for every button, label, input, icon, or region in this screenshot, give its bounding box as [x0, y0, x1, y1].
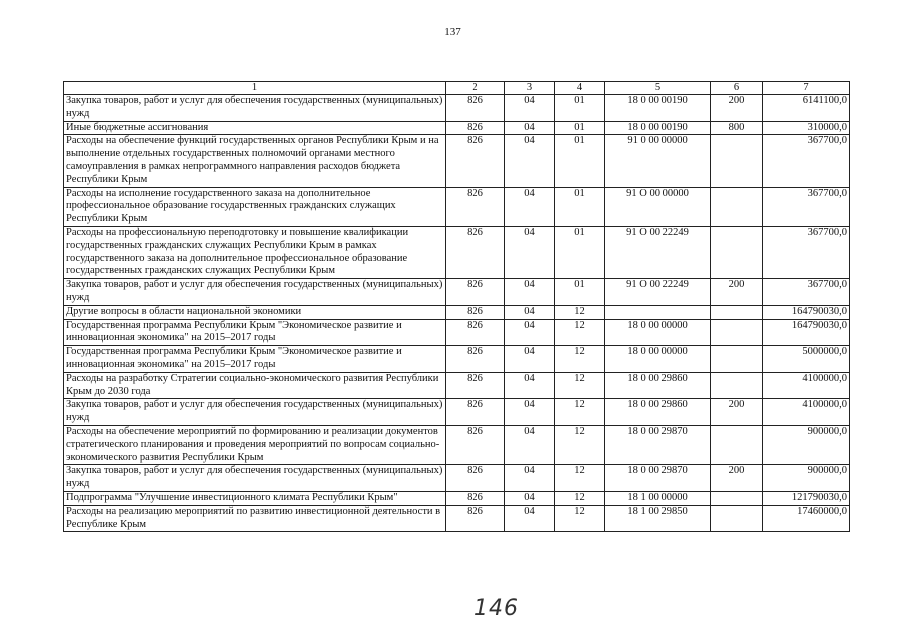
cell-c4: 12	[555, 505, 605, 532]
cell-c3: 04	[505, 346, 555, 373]
column-header-1: 1	[64, 82, 446, 95]
cell-c5: 18 0 00 29870	[605, 465, 711, 492]
table-row	[64, 491, 850, 505]
cell-c5: 91 О 00 22249	[605, 226, 711, 278]
cell-c2: 826	[446, 187, 505, 226]
page-number: 137	[444, 26, 461, 38]
cell-c2: 826	[446, 346, 505, 373]
cell-c2: 826	[446, 505, 505, 532]
cell-c2: 826	[446, 319, 505, 346]
cell-c4: 01	[555, 279, 605, 306]
cell-c6: 200	[711, 399, 763, 426]
cell-c7: 4100000,0	[763, 372, 850, 399]
table-row	[64, 305, 850, 319]
cell-c5: 18 0 00 00000	[605, 319, 711, 346]
cell-c5: 91 0 00 00000	[605, 135, 711, 187]
cell-c7: 17460000,0	[763, 505, 850, 532]
table-row	[64, 95, 850, 122]
cell-c2: 826	[446, 95, 505, 122]
cell-c6	[711, 505, 763, 532]
cell-c7: 900000,0	[763, 465, 850, 492]
row-description: Закупка товаров, работ и услуг для обеспечения государственных (муниципальных) нужд	[64, 95, 446, 122]
row-description: Государственная программа Республики Крым "Экономическое развитие и инновационная экономика" на 2015–2017 годы	[64, 319, 446, 346]
cell-c6	[711, 346, 763, 373]
cell-c7: 367700,0	[763, 135, 850, 187]
cell-c2: 826	[446, 372, 505, 399]
row-description: Расходы на обеспечение функций государственных органов Республики Крым и на выполнение отдельных государственных полномочий органами местного самоуправления в рамках непрограммного направления расходов бюджета Республики Крым	[64, 135, 446, 187]
row-description: Закупка товаров, работ и услуг для обеспечения государственных (муниципальных) нужд	[64, 279, 446, 306]
cell-c7: 5000000,0	[763, 346, 850, 373]
cell-c7: 164790030,0	[763, 305, 850, 319]
cell-c7: 900000,0	[763, 425, 850, 464]
cell-c4: 01	[555, 226, 605, 278]
cell-c3: 04	[505, 305, 555, 319]
table-row	[64, 279, 850, 306]
column-header-3: 3	[505, 82, 555, 95]
cell-c6	[711, 425, 763, 464]
table-row	[64, 346, 850, 373]
row-description: Подпрограмма "Улучшение инвестиционного климата Республики Крым"	[64, 491, 446, 505]
cell-c6	[711, 226, 763, 278]
cell-c2: 826	[446, 425, 505, 464]
cell-c3: 04	[505, 399, 555, 426]
cell-c7: 164790030,0	[763, 319, 850, 346]
cell-c4: 12	[555, 319, 605, 346]
handwritten-page-number: 146	[474, 596, 519, 621]
cell-c5: 18 0 00 00190	[605, 95, 711, 122]
cell-c6	[711, 319, 763, 346]
column-header-4: 4	[555, 82, 605, 95]
cell-c5: 18 1 00 29850	[605, 505, 711, 532]
column-header-2: 2	[446, 82, 505, 95]
cell-c7: 367700,0	[763, 279, 850, 306]
table-row	[64, 226, 850, 278]
row-description: Закупка товаров, работ и услуг для обеспечения государственных (муниципальных) нужд	[64, 399, 446, 426]
table-row	[64, 319, 850, 346]
cell-c2: 826	[446, 135, 505, 187]
cell-c4: 12	[555, 465, 605, 492]
cell-c3: 04	[505, 465, 555, 492]
row-description: Расходы на реализацию мероприятий по развитию инвестиционной деятельности в Республике Крым	[64, 505, 446, 532]
row-description: Расходы на разработку Стратегии социально-экономического развития Республики Крым до 2030 года	[64, 372, 446, 399]
cell-c6: 200	[711, 95, 763, 122]
cell-c4: 12	[555, 372, 605, 399]
row-description: Иные бюджетные ассигнования	[64, 121, 446, 135]
cell-c5: 91 О 00 00000	[605, 187, 711, 226]
cell-c5: 18 0 00 29860	[605, 372, 711, 399]
cell-c5	[605, 305, 711, 319]
header-row	[64, 82, 850, 95]
budget-table	[63, 81, 850, 532]
cell-c2: 826	[446, 226, 505, 278]
cell-c2: 826	[446, 279, 505, 306]
table-row	[64, 135, 850, 187]
cell-c4: 01	[555, 121, 605, 135]
cell-c5: 91 О 00 22249	[605, 279, 711, 306]
cell-c4: 12	[555, 305, 605, 319]
table-row	[64, 465, 850, 492]
row-description: Закупка товаров, работ и услуг для обеспечения государственных (муниципальных) нужд	[64, 465, 446, 492]
cell-c3: 04	[505, 226, 555, 278]
cell-c6	[711, 372, 763, 399]
cell-c6: 800	[711, 121, 763, 135]
cell-c3: 04	[505, 425, 555, 464]
cell-c6	[711, 491, 763, 505]
cell-c3: 04	[505, 505, 555, 532]
cell-c7: 121790030,0	[763, 491, 850, 505]
row-description: Расходы на обеспечение мероприятий по формированию и реализации документов стратегического планирования и проведения мероприятий по вопросам социально-экономического развития Республики Крым	[64, 425, 446, 464]
cell-c2: 826	[446, 465, 505, 492]
cell-c7: 367700,0	[763, 187, 850, 226]
row-description: Расходы на исполнение государственного заказа на дополнительное профессиональное образование государственных гражданских служащих Республики Крым	[64, 187, 446, 226]
cell-c5: 18 0 00 00000	[605, 346, 711, 373]
cell-c6	[711, 187, 763, 226]
cell-c4: 12	[555, 425, 605, 464]
cell-c5: 18 0 00 29870	[605, 425, 711, 464]
cell-c5: 18 1 00 00000	[605, 491, 711, 505]
row-description: Государственная программа Республики Крым "Экономическое развитие и инновационная экономика" на 2015–2017 годы	[64, 346, 446, 373]
cell-c4: 12	[555, 399, 605, 426]
table-row	[64, 399, 850, 426]
cell-c4: 01	[555, 135, 605, 187]
cell-c7: 310000,0	[763, 121, 850, 135]
cell-c4: 01	[555, 95, 605, 122]
cell-c3: 04	[505, 319, 555, 346]
cell-c3: 04	[505, 491, 555, 505]
cell-c2: 826	[446, 305, 505, 319]
column-header-5: 5	[605, 82, 711, 95]
cell-c3: 04	[505, 135, 555, 187]
cell-c3: 04	[505, 121, 555, 135]
cell-c3: 04	[505, 95, 555, 122]
cell-c2: 826	[446, 399, 505, 426]
cell-c6: 200	[711, 279, 763, 306]
column-header-7: 7	[763, 82, 850, 95]
table-row	[64, 187, 850, 226]
row-description: Расходы на профессиональную переподготовку и повышение квалификации государственных гражданских служащих Республики Крым в рамках государственного заказа на дополнительное профессиональное образование государственных гражданских служащих Республики Крым	[64, 226, 446, 278]
cell-c3: 04	[505, 187, 555, 226]
cell-c4: 12	[555, 346, 605, 373]
cell-c4: 12	[555, 491, 605, 505]
table-row	[64, 121, 850, 135]
cell-c6: 200	[711, 465, 763, 492]
cell-c3: 04	[505, 372, 555, 399]
column-header-6: 6	[711, 82, 763, 95]
cell-c2: 826	[446, 491, 505, 505]
cell-c6	[711, 305, 763, 319]
cell-c7: 6141100,0	[763, 95, 850, 122]
table-row	[64, 372, 850, 399]
row-description: Другие вопросы в области национальной экономики	[64, 305, 446, 319]
cell-c2: 826	[446, 121, 505, 135]
cell-c7: 4100000,0	[763, 399, 850, 426]
cell-c5: 18 0 00 29860	[605, 399, 711, 426]
table-row	[64, 505, 850, 532]
table-row	[64, 425, 850, 464]
cell-c5: 18 0 00 00190	[605, 121, 711, 135]
cell-c3: 04	[505, 279, 555, 306]
cell-c7: 367700,0	[763, 226, 850, 278]
cell-c4: 01	[555, 187, 605, 226]
cell-c6	[711, 135, 763, 187]
